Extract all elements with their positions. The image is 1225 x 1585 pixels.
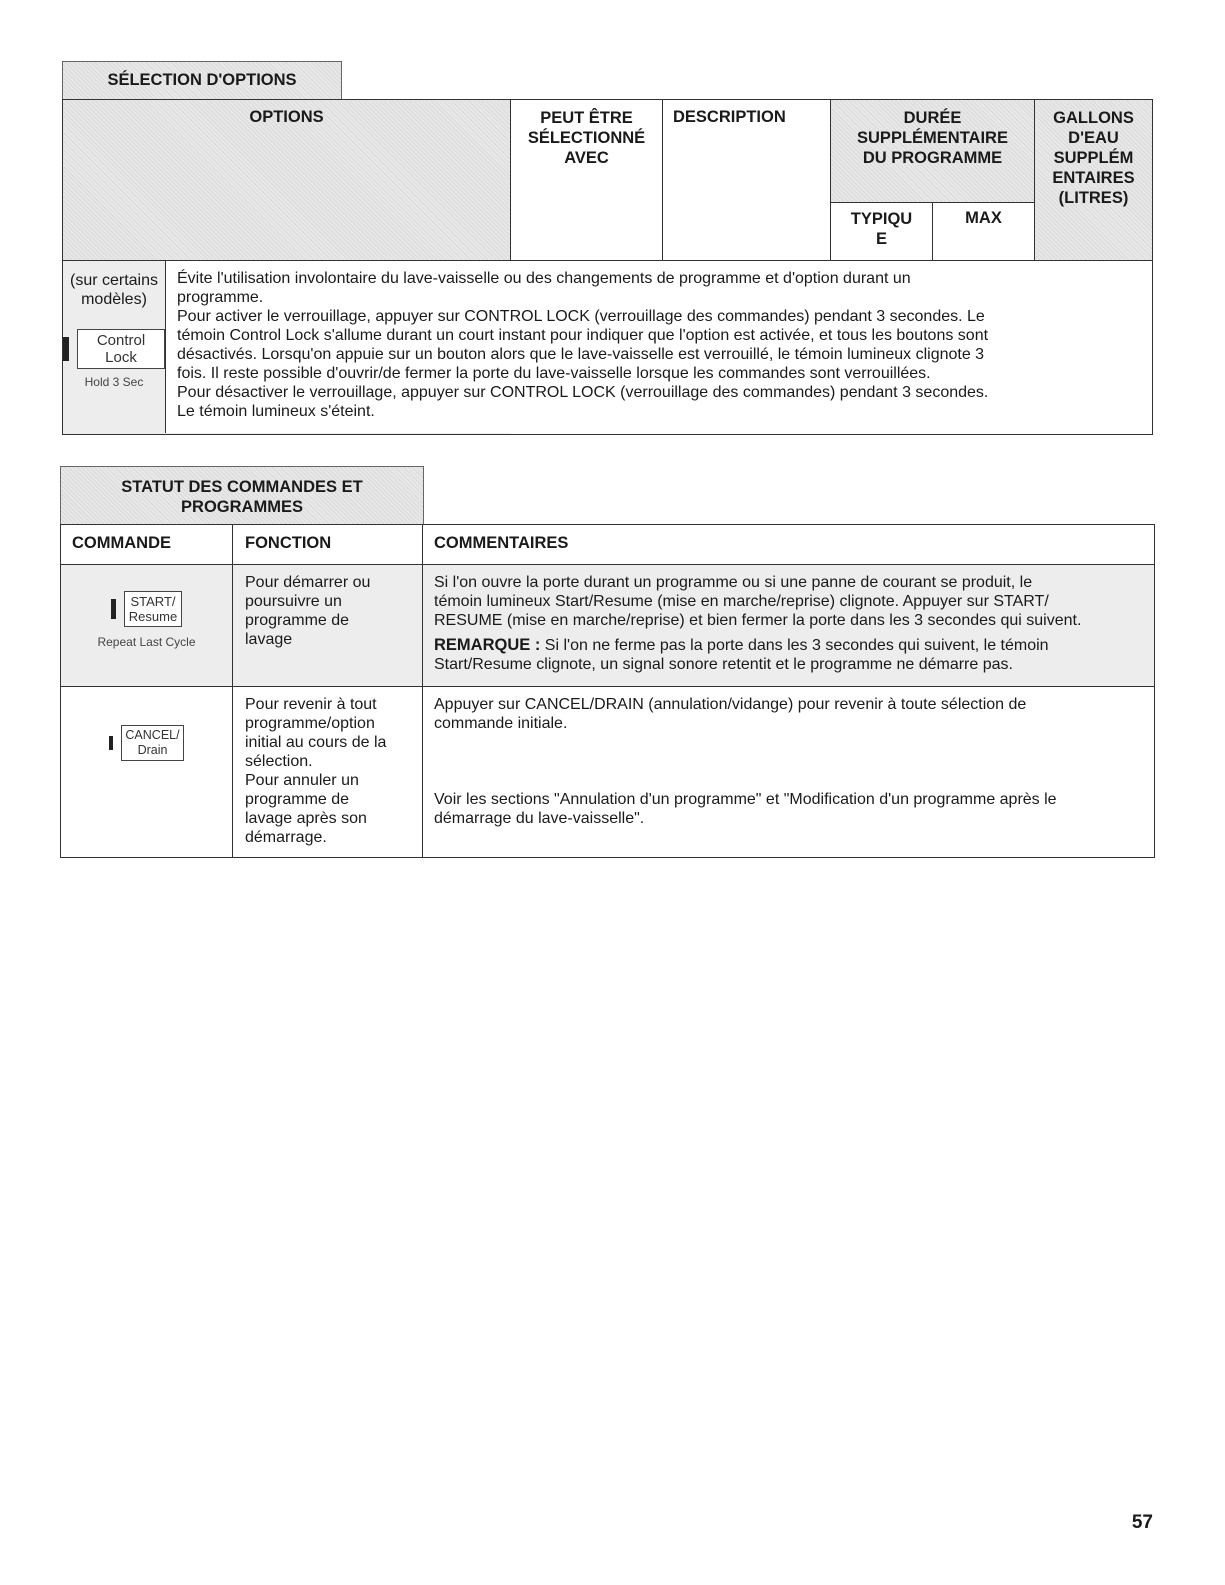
key-caption: Repeat Last Cycle bbox=[97, 635, 196, 649]
header-fonction: FONCTION bbox=[233, 525, 423, 565]
cancel-drain-key: CANCEL/ Drain bbox=[62, 725, 231, 761]
start-resume-fonction: Pour démarrer ou poursuivre un programme de lavage bbox=[233, 565, 423, 687]
indicator-light-icon bbox=[111, 599, 116, 619]
header-typique: TYPIQU E bbox=[831, 203, 933, 261]
options-table bbox=[62, 99, 1153, 435]
model-note: (sur certains bbox=[69, 272, 159, 289]
cancel-drain-cell bbox=[61, 687, 233, 858]
header-max: MAX bbox=[933, 203, 1035, 261]
note-label: REMARQUE : bbox=[434, 636, 541, 654]
status-table bbox=[60, 524, 1155, 858]
status-tab-label: STATUT DES COMMANDES ET PROGRAMMES bbox=[60, 466, 424, 524]
header-commentaires: COMMENTAIRES bbox=[423, 525, 1155, 565]
header-gallons: GALLONS D'EAU SUPPLÉM ENTAIRES (LITRES) bbox=[1035, 100, 1153, 261]
cancel-drain-comment: Appuyer sur CANCEL/DRAIN (annulation/vidange) pour revenir à toute sélection de commande initiale. Voir les sections "Annulation d'un programme" et "Modification d'un programme après le démarrage du lave-vaisselle". bbox=[423, 687, 1155, 858]
header-duree: DURÉE SUPPLÉMENTAIRE DU PROGRAMME bbox=[831, 100, 1035, 203]
control-lock-description: Évite l'utilisation involontaire du lave-vaisselle ou des changements de programme et d'option durant un programme. Pour activer le verrouillage, appuyer sur CONTROL LOCK (verrouillage des commandes) pendant 3 secondes. Le témoin Control Lock s'allume durant un court instant pour indiquer que l'option est activée, et tous les boutons sont désactivés. Lorsqu'on appuie sur un bouton alors que le lave-vaisselle est verrouillé, le témoin lumineux clignote 3 fois. Il reste possible d'ouvrir/de fermer la porte du lave-vaisselle lorsque les commandes sont verrouillées. Pour désactiver le verrouillage, appuyer sur CONTROL LOCK (verrouillage des commandes) pendant 3 secondes. Le témoin lumineux s'éteint. bbox=[166, 261, 988, 433]
header-peut-etre: PEUT ÊTRE SÉLECTIONNÉ AVEC bbox=[511, 100, 663, 261]
start-resume-key: START/ Resume bbox=[62, 591, 231, 627]
indicator-light-icon bbox=[109, 736, 113, 750]
options-tab-text: SÉLECTION D'OPTIONS bbox=[107, 71, 297, 89]
options-tab-label bbox=[62, 61, 342, 99]
control-lock-key: Control Lock bbox=[63, 329, 165, 369]
page-number: 57 bbox=[1131, 1512, 1153, 1533]
control-lock-cell: (sur certains modèles) Control Lock Hold 3 Sec Évite l'utilisation involontaire du lave-vaisselle ou des changements de programme et d'option durant un programme. Pour activer le verrouillage, appuyer sur CONTROL LOCK (verrouillage des commandes) pendant 3 secondes. Le témoin Control Lock s'allume durant un court instant pour indiquer que l'option est activée, et tous les boutons sont désactivés. Lorsqu'on appuie sur un bouton alors que le lave-vaisselle est verrouillé, le témoin lumineux clignote 3 fois. Il reste possible d'ouvrir/de fermer la porte du lave-vaisselle lorsque les commandes sont verrouillées. Pour désactiver le verrouillage, appuyer sur CONTROL LOCK (verrouillage des commandes) pendant 3 secondes. Le témoin lumineux s'éteint. bbox=[63, 261, 511, 435]
header-commande: COMMANDE bbox=[61, 525, 233, 565]
key-caption: Hold 3 Sec bbox=[84, 375, 144, 389]
header-description: DESCRIPTION bbox=[663, 100, 831, 261]
cancel-drain-fonction: Pour revenir à tout programme/option initial au cours de la sélection. Pour annuler un programme de lavage après son démarrage. bbox=[233, 687, 423, 858]
table-row bbox=[61, 565, 1155, 687]
indicator-light-icon bbox=[63, 337, 69, 361]
start-resume-cell bbox=[61, 565, 233, 687]
table-row bbox=[61, 687, 1155, 858]
start-resume-comment: Si l'on ouvre la porte durant un programme ou si une panne de courant se produit, le témoin lumineux Start/Resume (mise en marche/reprise) clignote. Appuyer sur START/ RESUME (mise en marche/reprise) et bien fermer la porte dans les 3 secondes qui suivent. REMARQUE : Si l'on ne ferme pas la porte dans les 3 secondes qui suivent, le témoin Start/Resume clignote, un signal sonore retentit et le programme ne démarre pas. bbox=[423, 565, 1155, 687]
header-options: OPTIONS bbox=[63, 100, 511, 261]
